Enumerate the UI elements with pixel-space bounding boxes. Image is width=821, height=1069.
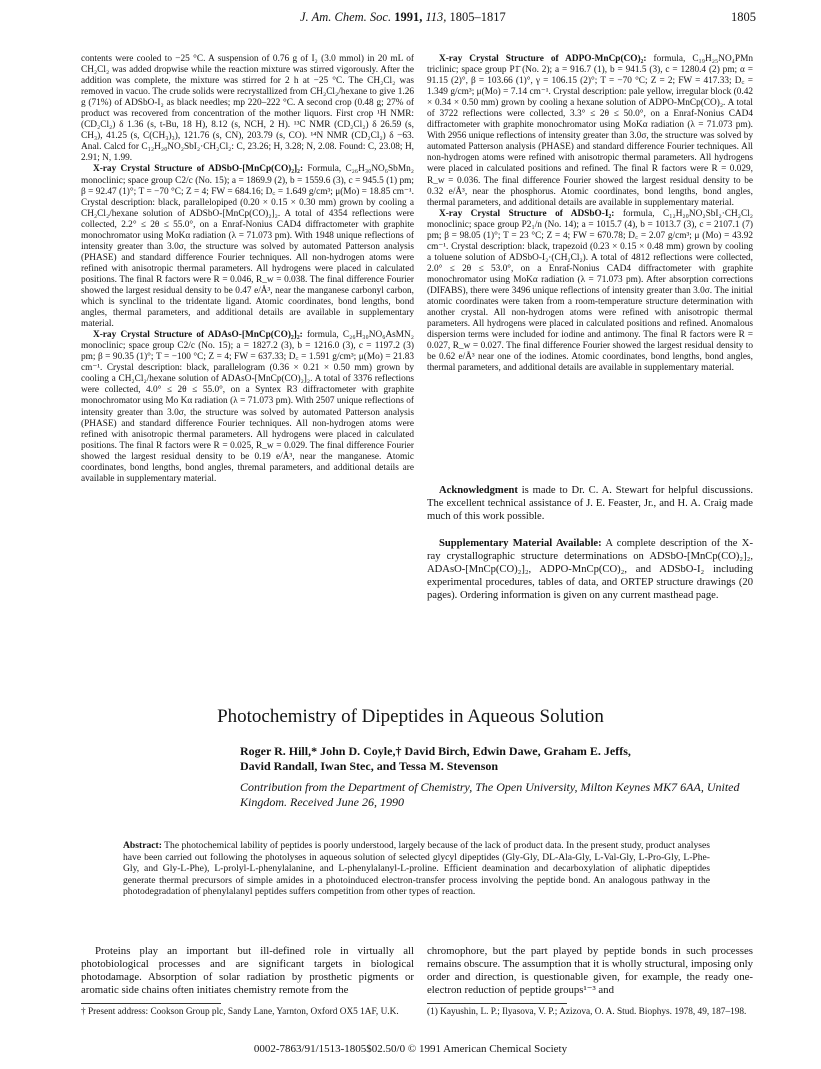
citation-year: 1991, [394, 10, 423, 24]
paragraph: contents were cooled to −25 °C. A suspension of 0.76 g of I₂ (3.0 mmol) in 20 mL of CH₂Cl₂ was added dropwise while the reaction mixture was stirred vigorously. After the addition was complete, the mixture was stirred for 2 h at −25 °C. The CH₂Cl₂ was removed in vacuo. The crude solids were recrystallized from CH₂Cl₂/hexane to give 1.26 g (71%) of ADSbO-I₂ as black needles; mp 220–222 °C. A second crop (0.48 g; 27% of product was recovered from concentration of the mother liquors. First crop ¹H NMR: (CD₂Cl₂) δ 1.36 (s, t-Bu, 18 H), 8.12 (s, NCH, 2 H). ¹³C NMR (CD₂Cl₂) δ 26.59 (s, CH₃), 41.25 (s, C(CH₃)₃), 121.76 (s, CN), 203.79 (s, CO). ¹⁴N NMR (CD₂Cl₂) δ −63. Anal. Calcd for C₁₂H₂₀NO₂SbI₂·CH₂Cl₂: C, 23.26; H, 3.28; N, 2.08. Found: C, 23.08; H, 2.91; N, 1.99. [81, 54, 414, 164]
footnote-rule [81, 1003, 221, 1004]
journal-citation [300, 10, 506, 25]
page-number: 1805 [731, 10, 756, 24]
footnote: † Present address: Cookson Group plc, Sandy Lane, Yarnton, Oxford OX5 1AF, U.K. [81, 1007, 399, 1017]
abstract [123, 840, 710, 898]
footnote-rule [427, 1003, 567, 1004]
section-heading: X-ray Crystal Structure of ADSbO-[MnCp(CO)₂]₂: [93, 164, 304, 175]
body-text-left: Proteins play an important but ill-defined role in virtually all photobiological processes and are significant targets in biological photodamage. Absorption of solar radiation by prosthetic pigments or aromatic side chains often initiates chemistry remote from the [81, 945, 414, 996]
paragraph: X-ray Crystal Structure of ADSbO-[MnCp(CO)₂]₂: Formula, C₂₆H₃₀NO₆SbMn₂ monoclinic; space group C2/c (No. 15); a = 1869.9 (2), b = 1559.6 (3), c = 945.5 (1) pm; β = 92.47 (1)°; T = −70 °C; Z = 4; FW = 684.16; D꜀ = 1.649 g/cm³; μ(Mo) = 18.85 cm⁻¹. Crystal description: black, parallelopiped (0.20 × 0.15 × 0.30 mm) grown by cooling a CH₂Cl₂/hexane solution of ADSbO-[MnCp(CO)₂]₂. A total of 4354 reflections were collected, 2.2° ≤ 2θ ≤ 55.0°, on a Enraf-Nonius CAD4 diffractometer with graphite monochromator using MoKα radiation (λ = 71.073 pm). With 1948 unique reflections of intensity greater than 3.0σ, the structure was solved by automated Patterson analysis (PHASE) and standard difference Fourier techniques. All non-hydrogen atoms were refined with anisotropic thermal parameters. All hydrogens were placed in calculated positions. The final R factors were R = 0.046, R_w = 0.038. The final difference Fourier showed the largest residual density to be 0.47 e/Å³, near the manganese carbonyl carbon, which is synclinal to the tridentate ligand. Atomic coordinates, bond lengths, bond angles, thermal parameters, and additional details are available in supplementary material. [81, 164, 414, 330]
acknowledgment: Acknowledgment is made to Dr. C. A. Stewart for helpful discussions. The excellent technical assistance of J. E. Feaster, Jr., and H. A. Craig made much of this work possible. [427, 485, 753, 522]
authors-line: David Randall, Iwan Stec, and Tessa M. Stevenson [240, 759, 499, 773]
reference-footnote: (1) Kayushin, L. P.; Ilyasova, V. P.; Azizova, O. A. Stud. Biophys. 1978, 49, 187–198. [427, 1007, 747, 1017]
abstract-text: The photochemical lability of peptides is poorly understood, largely because of the lack of product data. In the present study, product analyses have been carried out following the photolyses in aqueous solution of selected glycyl dipeptides (Gly-Gly, DL-Ala-Gly, L-Val-Gly, L-Pro-Gly, L-Phe-Gly, and Gly-L-Phe), L-prolyl-L-phenylalanine, and L-phenylalanyl-L-proline. Efficient deamination and decarboxylation of aliphatic dipeptides generate thermal precursors of simple amides in a photoinduced electron-transfer process involving the peptide bond. An analogous pathway in the photodegradation of phenylalanyl peptides suffers competition from other types of reaction. [123, 840, 710, 898]
copyright-footer: 0002-7863/91/1513-1805$02.50/0 © 1991 American Chemical Society [253, 1043, 568, 1055]
running-header [0, 10, 821, 32]
paragraph: X-ray Crystal Structure of ADSbO-I₂: formula, C₁₂H₂₀NO₂SbI₂·CH₂Cl₂ monoclinic; space group P2₁/n (No. 14); a = 1015.7 (4), b = 1013.7 (3), c = 2107.1 (7) pm; β = 98.05 (1)°; T = 23 °C; Z = 4; FW = 670.78; D꜀ = 2.07 g/cm³; μ (Mo) = 43.92 cm⁻¹. Crystal description: black, trapezoid (0.23 × 0.15 × 0.48 mm) grown by cooling a toluene solution of ADSbO-I₂·(CH₂Cl₂). A total of 4812 reflections were collected, 2.0° ≤ 2θ ≤ 53.0°, on a Enraf-Nonius CAD4 diffractometer with graphite monochromator using MoKα radiation (λ = 71.073 pm). After absorption corrections (DIFABS), there were 3496 unique reflections of intensity greater than 3.0σ. The initial atomic coordinates were taken from a room-temperature structure determination with another crystal. All non-hydrogen atoms were refined with anisotropic thermal parameters. All hydrogens were placed in calculated positions and refined. Anomalous dispersion terms were included for iodine and antimony. The final R factors were R = 0.027, R_w = 0.027. The final difference Fourier showed the largest residual density to be 0.62 e/Å³ near one of the iodines. Atomic coordinates, bond lengths, bond angles, thermal parameters, and additional details are available in supplementary material. [427, 208, 753, 374]
article-title: Photochemistry of Dipeptides in Aqueous Solution [217, 706, 604, 727]
abstract-label: Abstract: [123, 840, 162, 851]
author-list [240, 744, 760, 774]
supplementary-material: Supplementary Material Available: A complete description of the X-ray crystallographic structure determinations on ADSbO-[MnCp(CO)₂]₂, ADAsO-[MnCp(CO)₂]₂, ADPO-MnCp(CO)₂, and ADSbO-I₂ including experimental procedures, tables of data, and ORTEP structure drawings (20 pages). Ordering information is given on any current masthead page. [427, 538, 753, 601]
paragraph: X-ray Crystal Structure of ADAsO-[MnCp(CO)₂]₂: formula, C₂₆H₃₀NO₆AsMN₂ monoclinic; space group C2/c (No. 15); a = 1827.2 (3), b = 1216.0 (3), c = 1197.2 (3) pm; β = 90.35 (1)°; T = −100 °C; Z = 4; FW = 637.33; D꜀ = 1.591 g/cm³; μ(Mo) = 21.83 cm⁻¹. Crystal description: black, parallelogram (0.36 × 0.21 × 0.50 mm) grown by cooling a CH₂Cl₂/hexane solution of ADAsO-[MnCp(CO)₂]₂. A total of 3376 reflections were collected, 4.0° ≤ 2θ ≤ 55.0°, on a Syntex R3 diffractometer with graphite monochromator using Mo Kα radiation (λ = 71.073 pm). With 2507 unique reflections of intensity greater than 3.0σ, the structure was solved by automated Patterson analysis (PHASE) and standard difference Fourier techniques. All non-hydrogen atoms were refined with anisotropic thermal parameters. All hydrogens were placed in calculated positions. The final R factors were R = 0.025, R_w = 0.029. The final difference Fourier showed the largest residual density to be 0.19 e/Å³, near the manganese. Atomic coordinates, bond lengths, bond angles, thremal parameters, and additional details are available in supplementary material. [81, 330, 415, 484]
section-heading: X-ray Crystal Structure of ADSbO-I₂: [439, 208, 615, 219]
previous-article-left-column [81, 54, 414, 485]
paragraph: X-ray Crystal Structure of ADPO-MnCp(CO)₂: formula, C₁₉H₂₅NO₄PMn triclinic; space group P1̄ (No. 2); a = 916.7 (1), b = 941.5 (3), c = 1280.4 (2) pm; α = 91.15 (2)°, β = 103.66 (1)°, γ = 106.15 (2)°; T = −70 °C; Z = 2; FW = 417.33; D꜀ = 1.349 g/cm³; μ(Mo) = 7.14 cm⁻¹. Crystal description: pale yellow, irregular block (0.42 × 0.34 × 0.50 mm) grown by cooling a hexane solution of ADPO-MnCp(CO)₂. A total of 3722 reflections were collected, 3.3° ≤ 2θ ≤ 50.0°, on a Enraf-Nonius CAD4 diffractometer with graphite monochromator using MoKα radiation (λ = 71.073 pm). With 2956 unique reflections of intensity greater than 3.0σ, the structure was solved by automated Patterson analysis (PHASE) and standard difference Fourier techniques. All non-hydrogen atoms were refined with anisotropic thermal parameters. All hydrogens were placed in calculated positions and refined. The final R factors were R = 0.029, R_w = 0.036. The final difference Fourier showed the largest residual density to be 0.32 e/Å³, near the phosphorus. Atomic coordinates, bond lengths, bond angles, thermal parameters, and additional details are available in supplementary material. [427, 54, 753, 208]
previous-article-right-column [427, 54, 753, 374]
acknowledgment-heading: Acknowledgment [439, 485, 518, 496]
citation-journal: J. Am. Chem. Soc. [300, 10, 392, 24]
authors-line: Roger R. Hill,* John D. Coyle,† David Birch, Edwin Dawe, Graham E. Jeffs, [240, 744, 631, 758]
section-heading: X-ray Crystal Structure of ADPO-MnCp(CO)₂: [439, 54, 647, 64]
affiliation: Contribution from the Department of Chemistry, The Open University, Milton Keynes MK7 6AA, United Kingdom. Received June 26, 1990 [240, 780, 740, 809]
supplementary-heading: Supplementary Material Available: [439, 538, 602, 549]
citation-pages: 1805–1817 [449, 10, 506, 24]
body-text-right: chromophore, but the part played by peptide bonds in such processes remains obscure. The assumption that it is wholly structural, imposing only order and direction, is questionable given, for example, the ready one-electron reduction of peptide groups¹⁻³ and [427, 945, 753, 996]
section-heading: X-ray Crystal Structure of ADAsO-[MnCp(CO)₂]₂: [93, 330, 303, 341]
citation-volume: 113, [425, 10, 447, 24]
